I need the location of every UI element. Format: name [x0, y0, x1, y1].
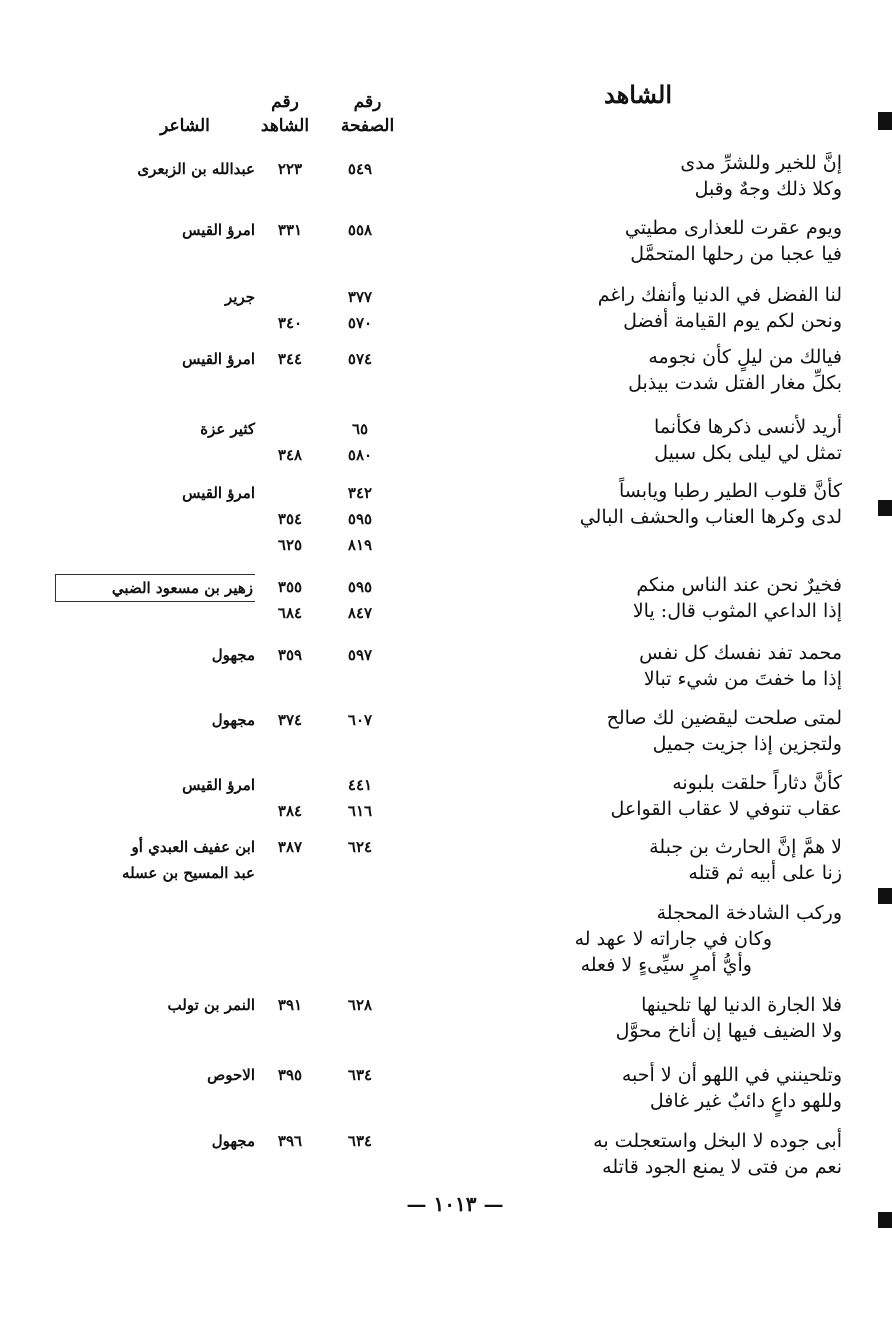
page-number-cell: ٦٣٤	[347, 1066, 373, 1084]
verse-line: زنا على أبيه ثم قتله	[688, 862, 842, 884]
poet-name	[55, 1128, 255, 1154]
shahid-number-cell: ٣٥٤	[277, 510, 303, 528]
poet-name-line: ابن عفيف العبدي أو	[131, 838, 255, 856]
verse-line: وكلا ذلك وجهٌ وقبل	[694, 178, 842, 200]
page-number-cell: ٥٧٤	[347, 350, 373, 368]
poet-name-line: امرؤ القيس	[182, 350, 255, 368]
verse-text	[402, 770, 842, 822]
verse-text	[402, 215, 842, 267]
page-number-cell: ٦٢٨	[347, 996, 373, 1014]
poet-name-line: جرير	[225, 288, 255, 306]
column-header-page-number: رقم الصفحة	[340, 92, 395, 136]
page-number-cell: ٦٣٤	[347, 1132, 373, 1150]
shahid-number-cell: ٣٥٥	[277, 578, 303, 596]
verse-line: فيالك من ليلٍ كأن نجومه	[648, 346, 842, 368]
verse-line: وأيُّ أمرٍ سيِّىءٍ لا فعله	[580, 954, 752, 976]
page-number-cell: ٣٧٧	[347, 288, 373, 306]
shahid-number-cell: ٣٣١	[277, 221, 303, 239]
shahid-number-cell: ٣٥٩	[277, 646, 303, 664]
page-number: — ١٠١٣ —	[406, 1192, 504, 1216]
column-header-shahid-text: الشاهد	[604, 80, 672, 109]
poet-name	[55, 834, 255, 886]
poet-name-line: مجهول	[211, 711, 255, 729]
page-number-cell: ٤٤١	[347, 776, 373, 794]
verse-line: وكان في جاراته لا عهد له	[574, 928, 772, 950]
verse-line: ولتجزين إذا جزيت جميل	[652, 733, 842, 755]
page-number-cell: ٥٩٥	[347, 578, 373, 596]
page-number-cell: ٥٩٥	[347, 510, 373, 528]
verse-text	[402, 1128, 842, 1180]
poet-name	[55, 346, 255, 372]
verse-text	[402, 992, 842, 1044]
poet-name	[55, 642, 255, 668]
verse-text	[402, 282, 842, 334]
poet-name-line: امرؤ القيس	[182, 484, 255, 502]
verse-line: لا همَّ إنَّ الحارث بن جبلة	[649, 836, 842, 858]
shahid-number-cell: ٣٩٦	[277, 1132, 303, 1150]
verse-line: إذا الداعي المثوب قال: يالا	[632, 600, 842, 622]
poet-name-line: الاحوص	[207, 1066, 255, 1084]
shahid-number-cell: ٣٤٤	[277, 350, 303, 368]
shahid-number-cell: ٣٤٨	[277, 446, 303, 464]
verse-text	[402, 572, 842, 624]
verse-line: كأنَّ دثاراً حلقت بلبونه	[672, 772, 842, 794]
shahid-number-cell: ٣٤٠	[277, 314, 303, 332]
shahid-number-cell: ٣٨٧	[277, 838, 303, 856]
verse-line: محمد تفد نفسك كل نفس	[639, 642, 842, 664]
poet-name	[55, 480, 255, 506]
poet-name	[55, 1062, 255, 1088]
column-header-shahid-number: رقم الشاهد	[260, 92, 310, 136]
shahid-number-cell: ٢٢٣	[277, 160, 303, 178]
page-number-cell: ٣٤٢	[347, 484, 373, 502]
scan-edge-mark	[878, 112, 892, 130]
verse-text	[402, 705, 842, 757]
verse-text	[402, 478, 842, 530]
page-number-cell: ٥٧٠	[347, 314, 373, 332]
verse-line: كأنَّ قلوب الطير رطبا ويابساً	[619, 480, 842, 502]
page-number-cell: ٨٤٧	[347, 604, 373, 622]
poet-name	[55, 284, 255, 310]
verse-line: إنَّ للخير وللشرِّ مدى	[680, 152, 842, 174]
page-number-cell: ٥٩٧	[347, 646, 373, 664]
poet-name	[55, 416, 255, 442]
shahid-number-cell: ٣٧٤	[277, 711, 303, 729]
verse-line: ولا الضيف فيها إن أناخ محوَّل	[615, 1020, 842, 1042]
verse-line: ونحن لكم يوم القيامة أفضل	[623, 310, 842, 332]
scan-edge-mark	[878, 888, 892, 904]
poet-name-line: عبدالله بن الزبعرى	[137, 160, 255, 178]
poet-name	[55, 156, 255, 182]
verse-line: نعم من فتى لا يمنع الجود قاتله	[602, 1156, 842, 1178]
page-number-cell: ٥٨٠	[347, 446, 373, 464]
verse-line: بكلِّ مغار الفتل شدت بيذبل	[628, 372, 842, 394]
scan-edge-mark	[878, 1212, 892, 1228]
verse-line: إذا ما خفتَ من شيء تبالا	[643, 668, 842, 690]
page-number-cell: ٥٤٩	[347, 160, 373, 178]
verse-line: فلا الجارة الدنيا لها تلحينها	[641, 994, 842, 1016]
verse-line: أبى جوده لا البخل واستعجلت به	[593, 1130, 842, 1152]
poet-name	[55, 574, 255, 602]
shahid-number-cell: ٣٩١	[277, 996, 303, 1014]
verse-text	[402, 414, 842, 466]
poet-name-line: امرؤ القيس	[182, 776, 255, 794]
verse-line: فيا عجبا من رحلها المتحمَّل	[630, 243, 842, 265]
poet-name	[55, 217, 255, 243]
verse-text	[402, 834, 842, 886]
verse-line: ويوم عقرت للعذارى مطيتي	[624, 217, 842, 239]
poet-name-line: زهير بن مسعود الضبي	[55, 574, 255, 602]
shahid-number-cell: ٣٩٥	[277, 1066, 303, 1084]
poet-name	[55, 772, 255, 798]
poet-name-line: مجهول	[211, 1132, 255, 1150]
page-number-cell: ٦١٦	[347, 802, 373, 820]
poet-name-line: كثير عزة	[200, 420, 255, 438]
verse-text	[402, 900, 842, 978]
verse-line: لدى وكرها العناب والحشف البالي	[579, 506, 842, 528]
shahid-number-cell: ٣٨٤	[277, 802, 303, 820]
verse-text	[402, 1062, 842, 1114]
poet-name	[55, 992, 255, 1018]
verse-line: لنا الفضل في الدنيا وأنفك راغم	[597, 284, 842, 306]
poet-name	[55, 707, 255, 733]
verse-line: وللهو داعٍ دائبٌ غير غافل	[649, 1090, 842, 1112]
verse-line: أريد لأنسى ذكرها فكأنما	[654, 416, 842, 438]
verse-line: فخيرٌ نحن عند الناس منكم	[636, 574, 842, 596]
poet-name-line: النمر بن تولب	[167, 996, 255, 1014]
verse-text	[402, 344, 842, 396]
page-number-cell: ٨١٩	[347, 536, 373, 554]
verse-line: وركب الشادخة المحجلة	[656, 902, 842, 924]
shahid-number-cell: ٦٨٤	[277, 604, 303, 622]
page-number-cell: ٦٥	[351, 420, 369, 438]
poet-name-line: مجهول	[211, 646, 255, 664]
verse-line: لمتى صلحت ليقضين لك صالح	[606, 707, 842, 729]
column-header-poet: الشاعر	[160, 116, 210, 136]
page-number-cell: ٦٢٤	[347, 838, 373, 856]
page-number-cell: ٦٠٧	[347, 711, 373, 729]
poet-name-line: امرؤ القيس	[182, 221, 255, 239]
verse-line: عقاب تنوفي لا عقاب القواعل	[610, 798, 842, 820]
verse-line: وتلحينني في اللهو أن لا أحبه	[621, 1064, 842, 1086]
scan-edge-mark	[878, 500, 892, 516]
verse-line: تمثل لي ليلى بكل سبيل	[654, 442, 842, 464]
verse-text	[402, 150, 842, 202]
shahid-number-cell: ٦٢٥	[277, 536, 303, 554]
verse-text	[402, 640, 842, 692]
page-number-cell: ٥٥٨	[347, 221, 373, 239]
poet-name-line: عبد المسيح بن عسله	[122, 864, 255, 882]
